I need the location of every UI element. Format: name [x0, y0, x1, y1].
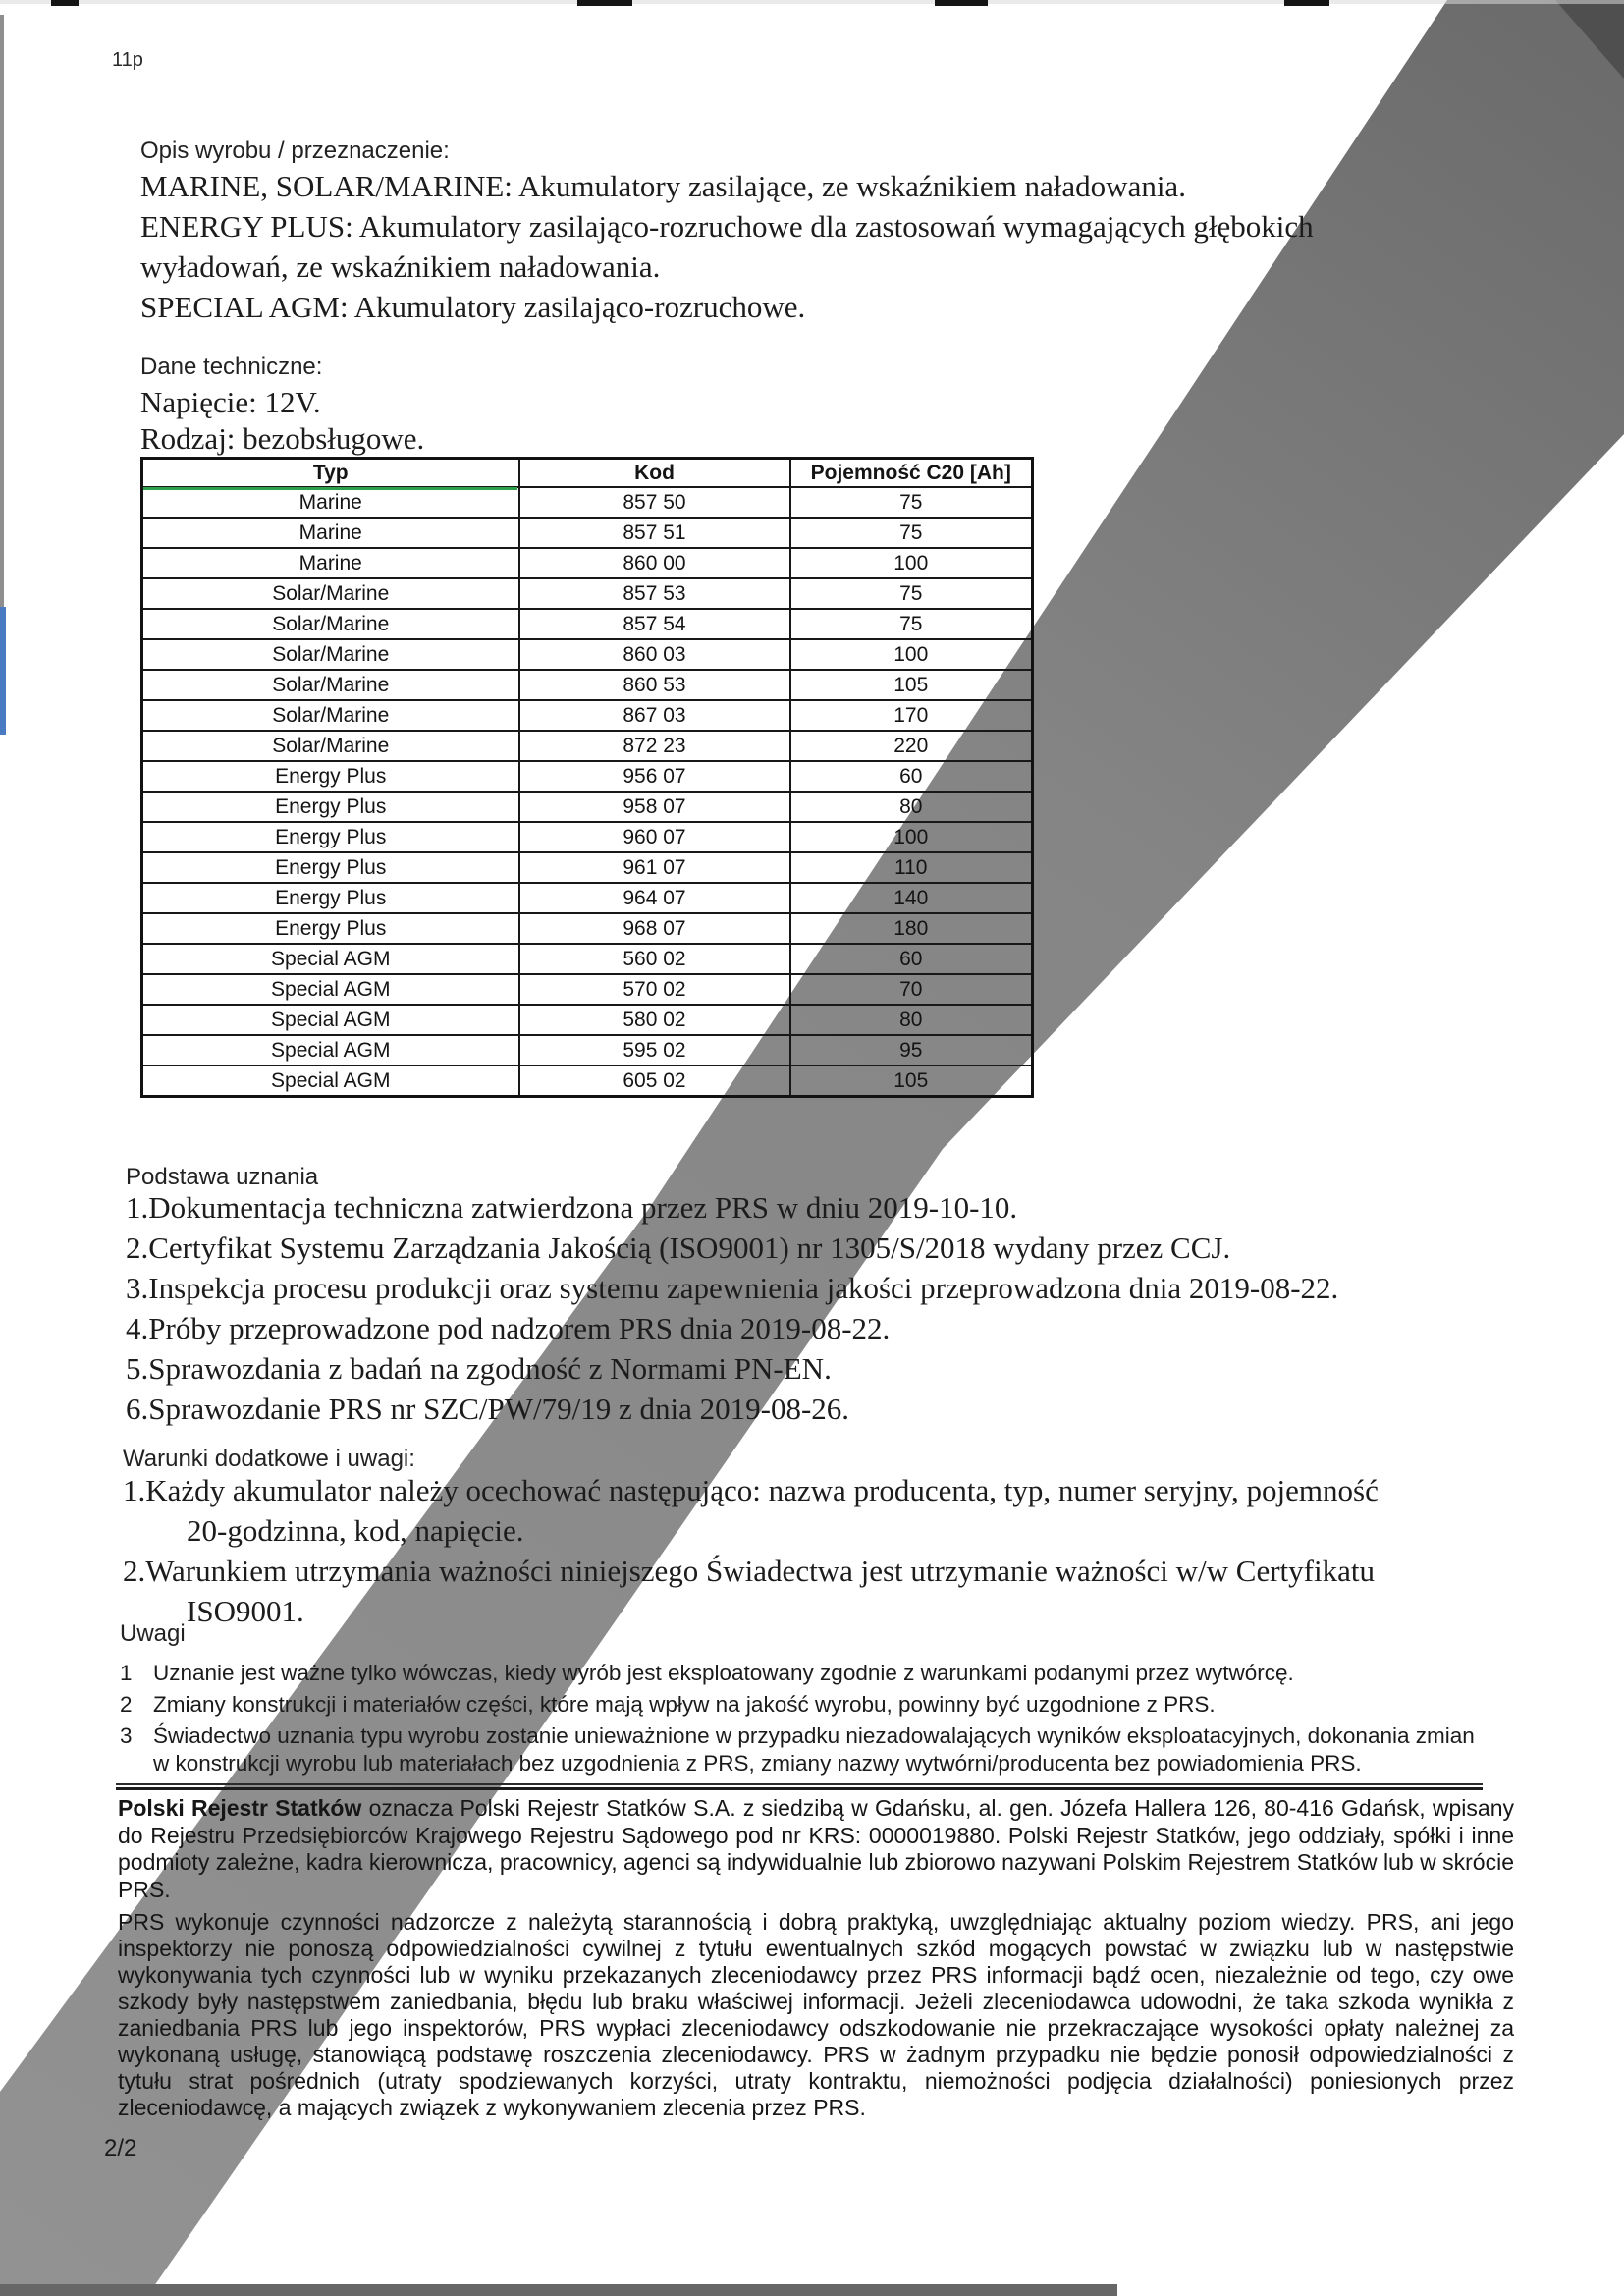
table-cell: 595 02	[519, 1035, 790, 1066]
table-cell: 75	[790, 578, 1033, 609]
table-cell: Energy Plus	[142, 913, 519, 944]
table-cell: 961 07	[519, 852, 790, 883]
table-cell: Solar/Marine	[142, 670, 519, 700]
recognition-basis-item: 5.Sprawozdania z badań na zgodność z Normami PN-EN.	[126, 1351, 832, 1386]
table-cell: 958 07	[519, 792, 790, 822]
additional-condition-line: 2.Warunkiem utrzymania ważności niniejszego Świadectwa jest utrzymanie ważności w/w Certyfikatu	[123, 1554, 1375, 1588]
table-row	[142, 670, 1033, 700]
spec-table	[140, 457, 1034, 1098]
product-description-label: Opis wyrobu / przeznaczenie:	[140, 137, 450, 164]
table-cell: Special AGM	[142, 1005, 519, 1035]
table-cell: 860 00	[519, 548, 790, 578]
table-cell: Solar/Marine	[142, 639, 519, 670]
remarks-label: Uwagi	[120, 1620, 186, 1647]
footer-paragraph-2: PRS wykonuje czynności nadzorcze z należytą starannością i dobrą praktyką, uwzględniając aktualny poziom wiedzy. PRS, ani jego inspektorzy nie ponoszą odpowiedzialności cywilnej z tytułu ewentualnych szkód mogących powstać w związku lub w następstwie wykonywania tych czynności lub w wyniku przekazanych zleceniodawcy przez PRS informacji bądź ocen, niezależnie od tego, czy owe szkody były następstwem zaniedbania, błędu lub braku właściwej informacji. Jeżeli zleceniodawca udowodni, że taka szkoda wynikła z zaniedbania PRS lub jego inspektorów, PRS wypłaci zleceniodawcy odszkodowanie nie przekraczające wysokości opłaty należnej za wykonaną usługę, stanowiącą podstawę roszczenia zleceniodawcy. PRS w żadnym przypadku nie będzie ponosił odpowiedzialności z tytułu strat pośrednich (utraty spodziewanych korzyści, utraty kontraktu, niemożności podjęcia działalności) poniesionych przez zleceniodawcę, a mających związek z wykonywaniem zlecenia przez PRS.	[118, 1909, 1514, 2120]
table-row	[142, 944, 1033, 974]
table-cell: Special AGM	[142, 944, 519, 974]
table-row	[142, 700, 1033, 731]
table-row	[142, 761, 1033, 792]
table-cell: 872 23	[519, 731, 790, 761]
remark-item	[120, 1722, 1494, 1777]
table-cell: 867 03	[519, 700, 790, 731]
product-description-line: ENERGY PLUS: Akumulatory zasilająco-rozruchowe dla zastosowań wymagających głębokich	[140, 209, 1314, 244]
recognition-basis-item: 1.Dokumentacja techniczna zatwierdzona przez PRS w dniu 2019-10-10.	[126, 1190, 1018, 1225]
table-row	[142, 792, 1033, 822]
table-cell: 570 02	[519, 974, 790, 1005]
product-description-lines	[140, 169, 1314, 330]
separator-rule	[116, 1783, 1483, 1790]
table-cell: 75	[790, 609, 1033, 639]
technical-data-line: Napięcie: 12V.	[140, 385, 321, 419]
table-cell: 100	[790, 639, 1033, 670]
remark-number: 3	[120, 1723, 133, 1748]
product-description-line: wyładowań, ze wskaźnikiem naładowania.	[140, 249, 661, 284]
table-cell: 220	[790, 731, 1033, 761]
table-cell: 70	[790, 974, 1033, 1005]
table-cell: Marine	[142, 548, 519, 578]
remark-item	[120, 1691, 1494, 1719]
table-cell: 580 02	[519, 1005, 790, 1035]
remark-text: Zmiany konstrukcji i materiałów części, które mają wpływ na jakość wyrobu, powinny być uzgodnione z PRS.	[153, 1692, 1216, 1717]
table-cell: Solar/Marine	[142, 700, 519, 731]
table-cell: Special AGM	[142, 1066, 519, 1097]
recognition-basis-item: 6.Sprawozdanie PRS nr SZC/PW/79/19 z dnia 2019-08-26.	[126, 1392, 850, 1426]
recognition-basis-item: 2.Certyfikat Systemu Zarządzania Jakością (ISO9001) nr 1305/S/2018 wydany przez CCJ.	[126, 1230, 1231, 1265]
table-cell: 857 54	[519, 609, 790, 639]
green-scan-line	[143, 487, 517, 490]
footer-paragraph-1	[118, 1795, 1514, 1903]
remark-text: Świadectwo uznania typu wyrobu zostanie unieważnione w przypadku niezadowalających wyników eksploatacyjnych, dokonania zmian w konstrukcji wyrobu lub materiałach bez uzgodnienia z PRS, zmiany nazwy wytwórni/producenta bez powiadomienia PRS.	[153, 1723, 1475, 1776]
table-row	[142, 852, 1033, 883]
table-header-cell: Typ	[142, 459, 519, 488]
table-row	[142, 609, 1033, 639]
table-cell: 80	[790, 792, 1033, 822]
table-cell: Energy Plus	[142, 761, 519, 792]
table-cell: 857 50	[519, 487, 790, 518]
table-cell: 80	[790, 1005, 1033, 1035]
table-cell: Energy Plus	[142, 852, 519, 883]
additional-conditions-list	[123, 1473, 1379, 1634]
product-description-line: SPECIAL AGM: Akumulatory zasilająco-rozruchowe.	[140, 290, 806, 324]
table-cell: 860 53	[519, 670, 790, 700]
table-cell: 100	[790, 822, 1033, 852]
table-cell: Energy Plus	[142, 792, 519, 822]
table-header-cell: Kod	[519, 459, 790, 488]
product-description-line: MARINE, SOLAR/MARINE: Akumulatory zasilające, ze wskaźnikiem naładowania.	[140, 169, 1186, 203]
recognition-basis-label: Podstawa uznania	[126, 1164, 319, 1190]
table-row	[142, 518, 1033, 548]
recognition-basis-item: 3.Inspekcja procesu produkcji oraz systemu zapewnienia jakości przeprowadzona dnia 2019-08-22.	[126, 1271, 1339, 1305]
spec-table-container	[140, 457, 1031, 1098]
recognition-basis-item: 4.Próby przeprowadzone pod nadzorem PRS dnia 2019-08-22.	[126, 1311, 891, 1345]
table-cell: 105	[790, 670, 1033, 700]
footer-bold-lead: Polski Rejestr Statków	[118, 1795, 362, 1821]
table-cell: 857 53	[519, 578, 790, 609]
table-header-row	[142, 459, 1033, 488]
table-cell: 960 07	[519, 822, 790, 852]
table-cell: 75	[790, 518, 1033, 548]
table-cell: 180	[790, 913, 1033, 944]
remark-text: Uznanie jest ważne tylko wówczas, kiedy wyrób jest eksploatowany zgodnie z warunkami podanymi przez wytwórcę.	[153, 1661, 1294, 1685]
footer-paragraph-1-text: oznacza Polski Rejestr Statków S.A. z siedzibą w Gdańsku, al. gen. Józefa Hallera 126, 80-416 Gdańsk, wpisany do Rejestru Przedsiębiorców Krajowego Rejestru Sądowego pod nr KRS: 0000019880. Polski Rejestr Statków, jego oddziały, spółki i inne podmioty zależne, kadra kierownicza, pracownicy, agenci są indywidualnie lub zbiorowo nazywani Polskim Rejestrem Statków lub w skrócie PRS.	[118, 1795, 1514, 1902]
additional-conditions-label: Warunki dodatkowe i uwagi:	[123, 1446, 415, 1472]
remarks-list	[120, 1660, 1494, 1781]
table-header-cell: Pojemność C20 [Ah]	[790, 459, 1033, 488]
technical-data-label: Dane techniczne:	[140, 354, 323, 380]
table-row	[142, 1005, 1033, 1035]
additional-condition-line: 1.Każdy akumulator należy ocechować następująco: nazwa producenta, typ, numer seryjny, pojemność	[123, 1473, 1379, 1507]
table-cell: 860 03	[519, 639, 790, 670]
remark-item	[120, 1660, 1494, 1687]
additional-condition-line: ISO9001.	[187, 1594, 304, 1628]
table-row	[142, 639, 1033, 670]
table-cell: 105	[790, 1066, 1033, 1097]
table-cell: 605 02	[519, 1066, 790, 1097]
technical-data-line: Rodzaj: bezobsługowe.	[140, 421, 425, 456]
remark-number: 2	[120, 1692, 133, 1717]
table-cell: Energy Plus	[142, 883, 519, 913]
table-row	[142, 913, 1033, 944]
table-row	[142, 1066, 1033, 1097]
table-cell: Energy Plus	[142, 822, 519, 852]
table-cell: 968 07	[519, 913, 790, 944]
table-row	[142, 974, 1033, 1005]
table-row	[142, 487, 1033, 518]
table-cell: 60	[790, 944, 1033, 974]
table-cell: Marine	[142, 487, 519, 518]
table-cell: Solar/Marine	[142, 578, 519, 609]
table-cell: 100	[790, 548, 1033, 578]
table-cell: 956 07	[519, 761, 790, 792]
table-cell: 75	[790, 487, 1033, 518]
technical-data-lines	[140, 385, 424, 458]
table-row	[142, 822, 1033, 852]
table-row	[142, 578, 1033, 609]
table-cell: 110	[790, 852, 1033, 883]
table-cell: 60	[790, 761, 1033, 792]
table-cell: Marine	[142, 518, 519, 548]
table-cell: Special AGM	[142, 1035, 519, 1066]
table-cell: Special AGM	[142, 974, 519, 1005]
table-cell: 964 07	[519, 883, 790, 913]
page-number: 2/2	[104, 2135, 137, 2161]
table-cell: 140	[790, 883, 1033, 913]
table-cell: 95	[790, 1035, 1033, 1066]
table-cell: 857 51	[519, 518, 790, 548]
additional-condition-line: 20-godzinna, kod, napięcie.	[187, 1513, 524, 1548]
remark-number: 1	[120, 1661, 133, 1685]
table-cell: 560 02	[519, 944, 790, 974]
table-row	[142, 1035, 1033, 1066]
corner-mark: 11p	[112, 49, 143, 71]
table-row	[142, 548, 1033, 578]
table-row	[142, 883, 1033, 913]
table-row	[142, 731, 1033, 761]
table-cell: Solar/Marine	[142, 609, 519, 639]
recognition-basis-list	[126, 1190, 1338, 1432]
table-cell: Solar/Marine	[142, 731, 519, 761]
table-cell: 170	[790, 700, 1033, 731]
